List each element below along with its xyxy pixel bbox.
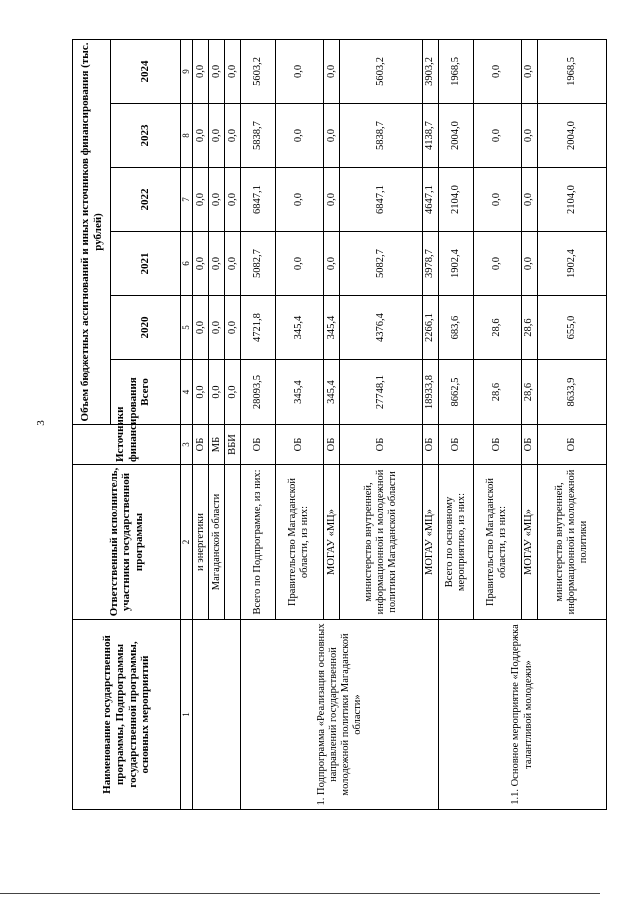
header-funding-source: Источники финансирования	[73, 425, 181, 465]
row-value: 0,0	[324, 232, 340, 296]
row-value: 8662,5	[439, 360, 474, 425]
row-source: ОБ	[340, 425, 423, 465]
row-value: 655,0	[537, 296, 606, 360]
row-value: 4647,1	[422, 168, 438, 232]
row-value: 5082,7	[340, 232, 423, 296]
row-value: 0,0	[521, 104, 537, 168]
row-executor: МОГАУ «МЦ»	[324, 465, 340, 620]
row-value: 0,0	[193, 104, 209, 168]
bottom-divider	[0, 893, 600, 894]
table-row	[241, 39, 276, 809]
row-executor: МОГАУ «МЦ»	[521, 465, 537, 620]
row-value: 5838,7	[241, 104, 276, 168]
row-value: 27748,1	[340, 360, 423, 425]
row-program-name: 1. Подпрограмма «Реализация основных направлений государственной молодежной политики Магаданской области»	[241, 620, 439, 810]
row-source: ВБИ	[225, 425, 241, 465]
row-value: 0,0	[275, 39, 323, 103]
row-value: 0,0	[521, 168, 537, 232]
row-source: ОБ	[241, 425, 276, 465]
page-number: 3	[34, 420, 47, 426]
row-value: 2004,0	[537, 104, 606, 168]
column-number: 7	[181, 168, 193, 232]
row-executor: МОГАУ «МЦ»	[422, 465, 438, 620]
row-value: 0,0	[225, 360, 241, 425]
row-value: 0,0	[324, 168, 340, 232]
row-value: 6847,1	[241, 168, 276, 232]
row-source: ОБ	[537, 425, 606, 465]
row-value: 0,0	[275, 232, 323, 296]
row-executor: Всего по Подпрограмме, из них:	[241, 465, 276, 620]
row-executor	[225, 465, 241, 620]
row-value: 0,0	[225, 39, 241, 103]
row-value: 345,4	[324, 296, 340, 360]
row-value: 4138,7	[422, 104, 438, 168]
row-value: 0,0	[225, 232, 241, 296]
row-value: 0,0	[521, 39, 537, 103]
row-source: ОБ	[439, 425, 474, 465]
row-value: 0,0	[209, 104, 225, 168]
table-row	[193, 39, 209, 809]
row-executor: Магаданской области	[209, 465, 225, 620]
column-number: 6	[181, 232, 193, 296]
header-year-2024: 2024	[111, 39, 181, 103]
row-value: 0,0	[473, 39, 521, 103]
row-value: 4376,4	[340, 296, 423, 360]
row-value: 0,0	[209, 39, 225, 103]
row-value: 1968,5	[439, 39, 474, 103]
row-value: 8633,9	[537, 360, 606, 425]
row-value: 0,0	[209, 296, 225, 360]
column-number: 5	[181, 296, 193, 360]
row-value: 1968,5	[537, 39, 606, 103]
row-executor: министерство внутренней, информационной и молодежной политики Магаданской области	[340, 465, 423, 620]
row-value: 0,0	[225, 168, 241, 232]
row-value: 0,0	[225, 296, 241, 360]
header-budget-group: Объем бюджетных ассигнований и иных источников финансирования (тыс. рублей)	[73, 39, 111, 424]
row-value: 345,4	[275, 360, 323, 425]
row-value: 2266,1	[422, 296, 438, 360]
row-value: 683,6	[439, 296, 474, 360]
row-value: 345,4	[324, 360, 340, 425]
row-value: 0,0	[209, 168, 225, 232]
header-year-2023: 2023	[111, 104, 181, 168]
row-value: 0,0	[275, 168, 323, 232]
row-value: 5082,7	[241, 232, 276, 296]
row-source: МБ	[209, 425, 225, 465]
row-value: 2104,0	[537, 168, 606, 232]
row-value: 18933,8	[422, 360, 438, 425]
row-value: 0,0	[324, 104, 340, 168]
row-value: 2104,0	[439, 168, 474, 232]
row-executor: и энергетики	[193, 465, 209, 620]
column-number: 9	[181, 39, 193, 103]
row-value: 0,0	[473, 168, 521, 232]
column-number: 3	[181, 425, 193, 465]
row-value: 0,0	[209, 232, 225, 296]
rotated-table-container	[72, 40, 607, 810]
header-executor: Ответственный исполнитель, участники государственной программы	[73, 465, 181, 620]
row-program-name: 1.1. Основное мероприятие «Поддержка талантливой молодежи»	[439, 620, 607, 810]
column-number: 4	[181, 360, 193, 425]
row-executor: Правительство Магаданской области, из них:	[275, 465, 323, 620]
row-value: 0,0	[521, 232, 537, 296]
row-source: ОБ	[521, 425, 537, 465]
row-value: 2004,0	[439, 104, 474, 168]
header-year-2021: 2021	[111, 232, 181, 296]
row-executor: Всего по основному мероприятию, из них:	[439, 465, 474, 620]
column-number: 8	[181, 104, 193, 168]
row-value: 28,6	[473, 360, 521, 425]
row-value: 0,0	[193, 39, 209, 103]
table-row	[439, 39, 474, 809]
row-value: 6847,1	[340, 168, 423, 232]
row-executor: министерство внутренней, информационной и молодежной политики	[537, 465, 606, 620]
row-value: 345,4	[275, 296, 323, 360]
row-value: 0,0	[473, 104, 521, 168]
row-value: 28,6	[521, 360, 537, 425]
row-value: 3903,2	[422, 39, 438, 103]
row-value: 1902,4	[537, 232, 606, 296]
header-year-2022: 2022	[111, 168, 181, 232]
row-value: 0,0	[193, 296, 209, 360]
header-program-name: Наименование государственной программы, Подпрограммы государственной программы, основных мероприятий	[73, 620, 181, 810]
row-value: 0,0	[324, 39, 340, 103]
header-year-2020: 2020	[111, 296, 181, 360]
row-value: 5603,2	[241, 39, 276, 103]
row-value: 4721,8	[241, 296, 276, 360]
column-number: 1	[181, 620, 193, 810]
row-value: 0,0	[193, 168, 209, 232]
row-value: 28,6	[521, 296, 537, 360]
row-value: 5838,7	[340, 104, 423, 168]
row-value: 0,0	[209, 360, 225, 425]
row-executor: Правительство Магаданской области, из них:	[473, 465, 521, 620]
row-source: ОБ	[324, 425, 340, 465]
row-source: ОБ	[422, 425, 438, 465]
row-value: 1902,4	[439, 232, 474, 296]
row-value: 0,0	[275, 104, 323, 168]
row-value: 0,0	[193, 360, 209, 425]
row-value: 3978,7	[422, 232, 438, 296]
row-value: 0,0	[225, 104, 241, 168]
row-source: ОБ	[473, 425, 521, 465]
row-source: ОБ	[193, 425, 209, 465]
row-source: ОБ	[275, 425, 323, 465]
row-value: 5603,2	[340, 39, 423, 103]
row-value: 0,0	[193, 232, 209, 296]
header-total: Всего	[111, 360, 181, 425]
row-value: 0,0	[473, 232, 521, 296]
row-value: 28093,5	[241, 360, 276, 425]
budget-table	[72, 39, 607, 810]
row-value: 28,6	[473, 296, 521, 360]
row-program-name	[193, 620, 241, 810]
column-number: 2	[181, 465, 193, 620]
